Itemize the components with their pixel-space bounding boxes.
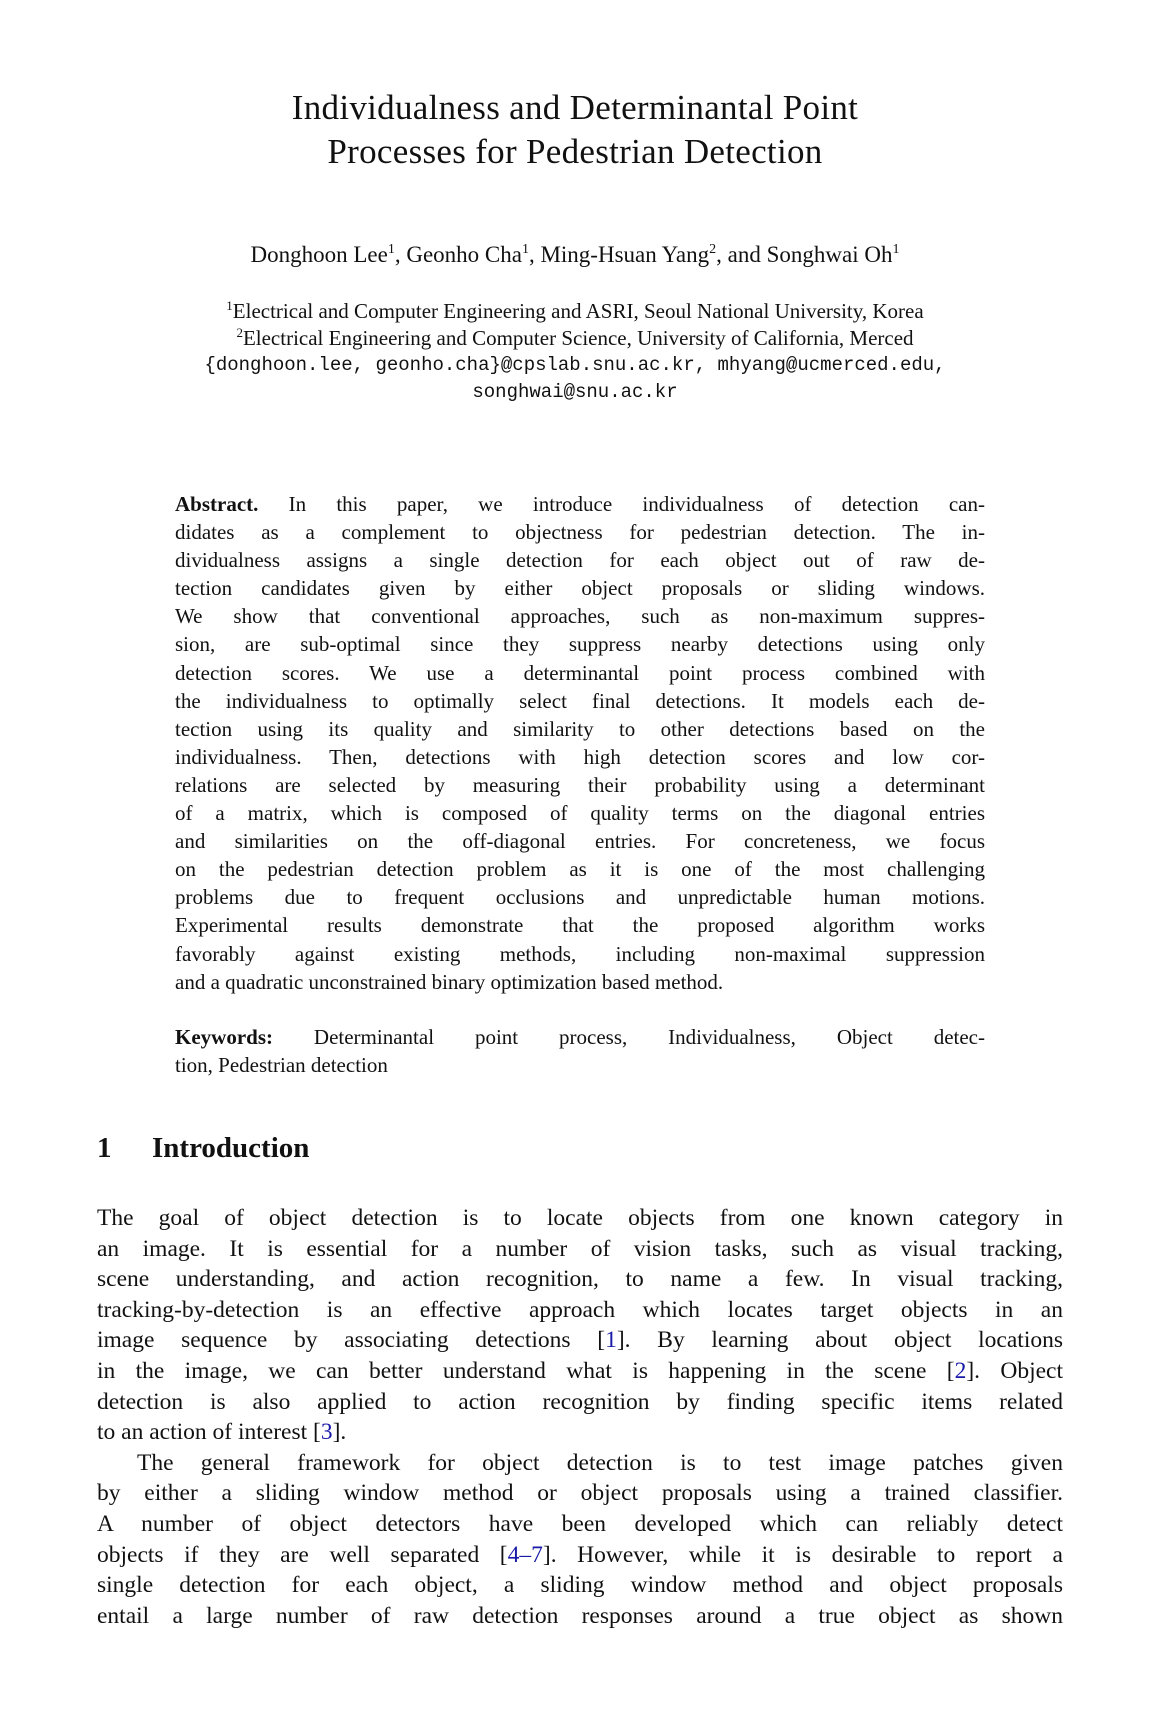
affiliation-mark: 2 (236, 325, 243, 340)
introduction-body (97, 1203, 1063, 1631)
abstract-line: relations are selected by measuring their probability using a determinant (175, 772, 985, 797)
intro-line (97, 1356, 1063, 1387)
intro-line (97, 1448, 1063, 1479)
intro-text: detection is also applied to action recognition by finding specific items related (97, 1388, 1063, 1415)
intro-line (97, 1478, 1063, 1509)
intro-line (97, 1295, 1063, 1326)
intro-text: scene understanding, and action recognition, to name a few. In visual tracking, (97, 1266, 1063, 1293)
abstract-line: of a matrix, which is composed of quality terms on the diagonal entries (175, 801, 985, 826)
intro-text: ]. Object (966, 1357, 1063, 1384)
keywords-line: Keywords: Determinantal point process, Individualness, Object detec- (175, 1025, 985, 1049)
author-name: Donghoon Lee (250, 242, 388, 267)
intro-line (97, 1387, 1063, 1418)
intro-line (97, 1264, 1063, 1295)
intro-line (97, 1570, 1063, 1601)
section-heading (97, 1130, 309, 1166)
affiliation-text: Electrical and Computer Engineering and ASRI, Seoul National University, Korea (232, 299, 924, 323)
title-line: Processes for Pedestrian Detection (327, 132, 823, 171)
affiliation-line (0, 298, 1150, 325)
intro-text: ]. However, while it is desirable to report a (542, 1541, 1063, 1568)
paper-title (0, 86, 1150, 174)
author-name: Geonho Cha (406, 242, 522, 267)
abstract-line: tection candidates given by either object proposals or sliding windows. (175, 576, 985, 601)
section-number: 1 (97, 1132, 112, 1164)
author-separator: , and (716, 242, 767, 267)
intro-text: The goal of object detection is to locate objects from one known category in (97, 1205, 1063, 1231)
abstract-line: Abstract. In this paper, we introduce individualness of detection can- (175, 492, 985, 516)
author-name: Songhwai Oh (766, 242, 893, 267)
affiliation-mark: 2 (709, 242, 717, 257)
affiliation-text: Electrical Engineering and Computer Science, University of California, Merced (242, 326, 914, 350)
abstract-line: and similarities on the off-diagonal entries. For concreteness, we focus (175, 829, 985, 854)
abstract-line: problems due to frequent occlusions and unpredictable human motions. (175, 885, 985, 910)
abstract-line: tection using its quality and similarity to other detections based on the (175, 716, 985, 741)
intro-text: in the image, we can better understand what is happening in the scene [ (97, 1357, 955, 1384)
intro-text: an image. It is essential for a number of vision tasks, such as visual tracking, (97, 1235, 1063, 1262)
intro-text: single detection for each object, a sliding window method and object proposals (97, 1572, 1063, 1599)
keywords (175, 1023, 985, 1079)
affiliation-mark: 1 (226, 298, 233, 313)
intro-line (97, 1234, 1063, 1265)
intro-text: tracking-by-detection is an effective approach which locates target objects in an (97, 1296, 1063, 1323)
intro-text: A number of object detectors have been developed which can reliably detect (97, 1510, 1063, 1537)
intro-line (97, 1203, 1063, 1234)
intro-text: The general framework for object detection is to test image patches given (137, 1449, 1063, 1476)
abstract (175, 490, 985, 996)
author-name: Ming-Hsuan Yang (540, 242, 710, 267)
intro-text: ]. By learning about object locations (616, 1327, 1063, 1354)
intro-text: entail a large number of raw detection responses around a true object as shown (97, 1602, 1063, 1629)
citation-link[interactable]: 4–7 (507, 1541, 543, 1568)
abstract-line: detection scores. We use a determinantal point process combined with (175, 660, 985, 685)
abstract-line: the individualness to optimally select final detections. It models each de- (175, 688, 985, 713)
intro-line (97, 1509, 1063, 1540)
title-line: Individualness and Determinantal Point (291, 88, 859, 127)
email-line: {donghoon.lee, geonho.cha}@cpslab.snu.ac.kr, mhyang@ucmerced.edu, (204, 354, 946, 376)
affiliation-mark: 1 (521, 242, 529, 257)
citation-link[interactable]: 3 (320, 1419, 333, 1446)
affiliation-mark: 1 (892, 242, 900, 257)
email-line: songhwai@snu.ac.kr (472, 381, 678, 403)
affiliations (0, 298, 1150, 406)
citation-link[interactable]: 1 (605, 1327, 617, 1354)
author-separator: , (394, 242, 407, 267)
abstract-line: and a quadratic unconstrained binary optimization based method. (175, 969, 724, 994)
intro-text: by either a sliding window method or object proposals using a trained classifier. (97, 1480, 1063, 1507)
abstract-label: Abstract. (175, 492, 259, 516)
keywords-label: Keywords: (175, 1025, 273, 1049)
abstract-line: didates as a complement to objectness for pedestrian detection. The in- (175, 520, 985, 545)
keywords-line: tion, Pedestrian detection (175, 1053, 388, 1077)
abstract-line: We show that conventional approaches, such as non-maximum suppres- (175, 604, 985, 629)
intro-text: image sequence by associating detections [ (97, 1327, 606, 1354)
abstract-line: on the pedestrian detection problem as it is one of the most challenging (175, 857, 985, 882)
citation-link[interactable]: 2 (954, 1357, 967, 1384)
intro-line (97, 1417, 1063, 1448)
intro-line (97, 1601, 1063, 1632)
abstract-line: Experimental results demonstrate that the proposed algorithm works (175, 913, 985, 938)
intro-text: objects if they are well separated [ (97, 1541, 508, 1568)
abstract-line: individualness. Then, detections with high detection scores and low cor- (175, 744, 985, 769)
affiliation-line (0, 325, 1150, 352)
abstract-line: sion, are sub-optimal since they suppress nearby detections using only (175, 632, 985, 657)
intro-text: to an action of interest [ (97, 1419, 321, 1446)
author-separator: , (528, 242, 541, 267)
intro-text: ]. (332, 1419, 347, 1446)
intro-line (97, 1325, 1063, 1356)
section-title: Introduction (152, 1132, 310, 1164)
author-list (0, 241, 1150, 269)
abstract-line: favorably against existing methods, including non-maximal suppression (175, 941, 985, 966)
affiliation-mark: 1 (387, 242, 395, 257)
intro-line (97, 1540, 1063, 1571)
abstract-line: dividualness assigns a single detection for each object out of raw de- (175, 548, 985, 573)
